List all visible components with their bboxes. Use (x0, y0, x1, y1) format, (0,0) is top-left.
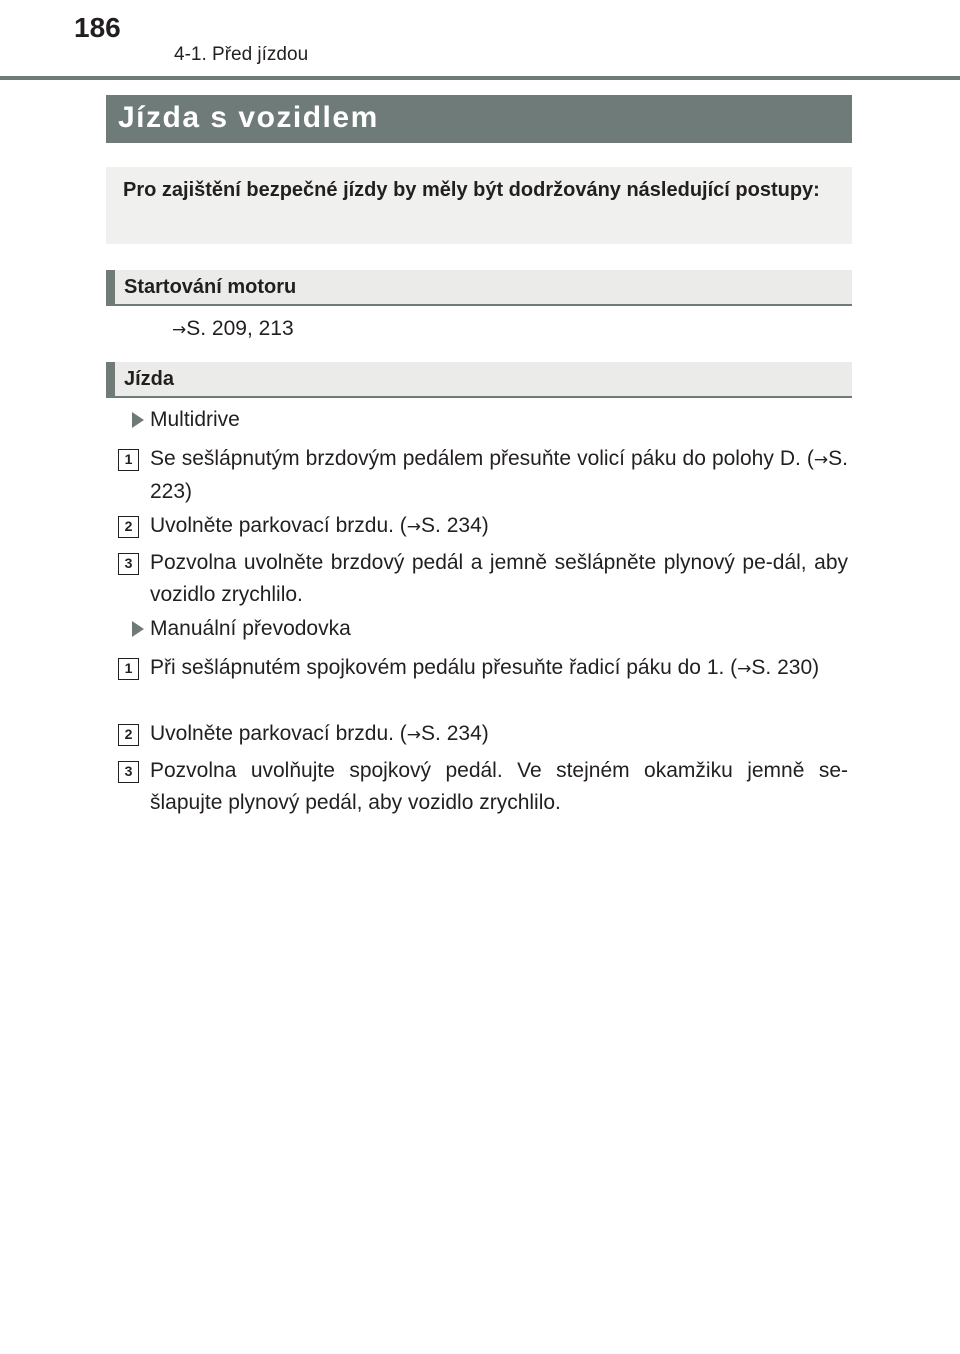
subheading-marker (106, 270, 115, 304)
intro-text: Pro zajištění bezpečné jízdy by měly být dodržovány následující postupy: (123, 179, 820, 201)
manual-step-2 (150, 718, 848, 751)
step-number-badge: 2 (118, 724, 139, 746)
section-header: 4-1. Před jízdou (174, 44, 309, 65)
subheading-marker (106, 362, 115, 396)
page-number: 186 (74, 12, 121, 43)
subheading-driving-label: Jízda (124, 368, 175, 390)
starting-reference-pages: S. 209, 213 (186, 317, 294, 340)
triangle-bullet-icon (132, 412, 144, 428)
step-reference: S. 230) (751, 656, 820, 679)
step-reference: S. 223) (150, 447, 848, 503)
step-number-badge: 3 (118, 553, 139, 575)
multidrive-label: Multidrive (150, 408, 240, 431)
step-number-badge: 3 (118, 761, 139, 783)
step-text: Se sešlápnutým brzdovým pedálem přesuňte volicí páku do polohy D. ( (150, 447, 814, 470)
step-reference: S. 234) (421, 722, 489, 745)
manual-label: Manuální převodovka (150, 617, 351, 640)
title-bar (106, 95, 852, 143)
subheading-starting (106, 270, 852, 306)
step-text: Pozvolna uvolněte brzdový pedál a jemně sešlápněte plynový pe-dál, aby vozidlo zrychlilo. (150, 551, 848, 606)
manual-step-3 (150, 755, 848, 819)
step-text: Při sešlápnutém spojkovém pedálu přesuňte řadicí páku do 1. ( (150, 656, 738, 679)
starting-reference (172, 313, 294, 346)
multidrive-step-3 (150, 547, 848, 611)
step-number-badge: 1 (118, 449, 139, 471)
step-text: Uvolněte parkovací brzdu. ( (150, 722, 407, 745)
step-text: Uvolněte parkovací brzdu. ( (150, 514, 407, 537)
multidrive-step-2 (150, 510, 848, 543)
triangle-bullet-icon (132, 621, 144, 637)
subheading-driving (106, 362, 852, 398)
arrow-icon: → (172, 320, 187, 340)
step-number-badge: 2 (118, 516, 139, 538)
step-number-badge: 1 (118, 658, 139, 680)
arrow-icon: → (406, 517, 422, 537)
manual-step-1 (150, 652, 848, 685)
arrow-icon: → (737, 659, 752, 679)
intro-box (106, 167, 852, 244)
step-reference: S. 234) (421, 514, 489, 537)
header-divider (0, 76, 960, 80)
arrow-icon: → (813, 450, 829, 470)
subheading-starting-label: Startování motoru (124, 276, 297, 298)
page-title: Jízda s vozidlem (118, 101, 379, 134)
arrow-icon: → (406, 725, 422, 745)
multidrive-step-1 (150, 443, 848, 508)
step-text: Pozvolna uvolňujte spojkový pedál. Ve stejném okamžiku jemně se-šlapujte plynový pedál, aby vozidlo zrychlilo. (150, 759, 848, 814)
